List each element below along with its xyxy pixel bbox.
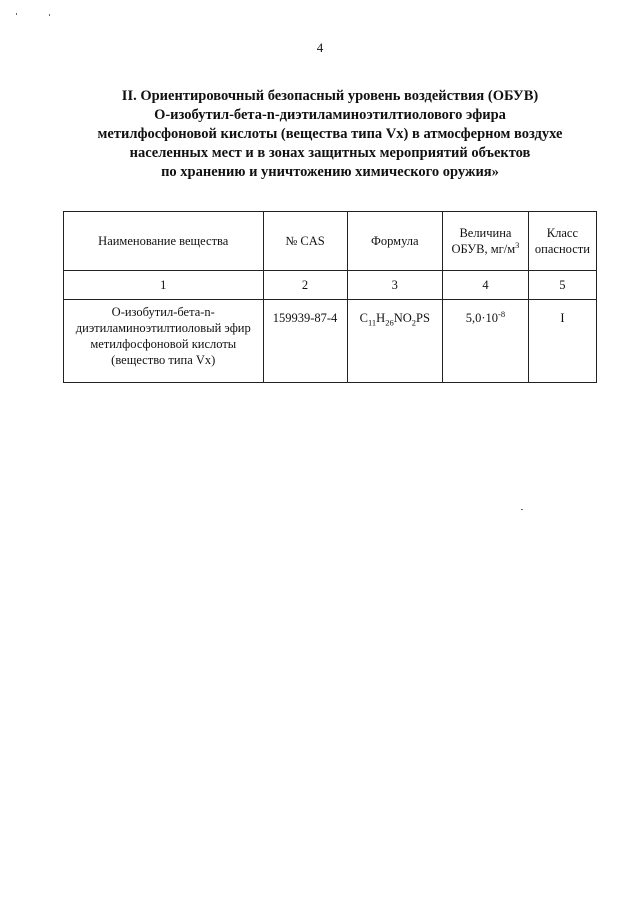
column-number: 5 [528, 271, 596, 300]
header-cas-number: № CAS [263, 212, 347, 271]
formula-part: C [359, 311, 368, 325]
column-number: 2 [263, 271, 347, 300]
header-value-line1: Величина [459, 226, 512, 240]
header-class-line1: Класс [546, 226, 579, 240]
substance-name-line: метилфосфоновой кислоты [90, 337, 237, 351]
substance-name-line: диэтиламиноэтилтиоловый эфир [75, 321, 251, 335]
substance-name-line: О-изобутил-бета-n- [111, 305, 215, 319]
obuv-value-exponent: -8 [498, 308, 506, 319]
table-column-numbers-row [64, 271, 597, 300]
formula-part: NO [393, 311, 412, 325]
cas-number-cell: 159939-87-4 [263, 300, 347, 383]
scan-artifact [521, 509, 523, 510]
heading-line: II. Ориентировочный безопасный уровень воздействия (ОБУВ) [121, 88, 539, 104]
obuv-value-base: 5,0·10 [465, 311, 499, 325]
substance-name-line: (вещество типа Vx) [111, 353, 216, 367]
column-number: 3 [347, 271, 443, 300]
formula-subscript: 26 [385, 317, 394, 328]
column-number: 4 [443, 271, 529, 300]
substance-table [63, 211, 597, 383]
substance-name-cell [64, 300, 264, 383]
formula-cell [347, 300, 443, 383]
formula-subscript: 11 [367, 317, 377, 328]
header-formula: Формула [347, 212, 443, 271]
header-hazard-class [528, 212, 596, 271]
page-number: 4 [316, 40, 324, 55]
heading-line: по хранению и уничтожению химического оружия» [161, 164, 499, 180]
formula-part: PS [416, 311, 430, 325]
header-obuv-value [443, 212, 529, 271]
obuv-value-cell [443, 300, 529, 383]
formula-subscript: 2 [411, 317, 417, 328]
header-value-unit-exponent: 3 [515, 239, 520, 250]
scan-artifact [16, 13, 17, 15]
column-number: 1 [64, 271, 264, 300]
heading-line: метилфосфоновой кислоты (вещества типа Vx) в атмосферном воздухе [97, 126, 563, 142]
table-row [64, 300, 597, 383]
header-class-line2: опасности [534, 242, 590, 256]
scan-artifact [49, 14, 50, 16]
section-heading [60, 87, 600, 182]
table-header-row [64, 212, 597, 271]
heading-line: населенных мест и в зонах защитных мероприятий объектов [129, 145, 531, 161]
header-substance-name: Наименование вещества [64, 212, 264, 271]
hazard-class-cell: I [528, 300, 596, 383]
heading-line: О-изобутил-бета-n-диэтиламиноэтилтиолового эфира [154, 107, 506, 123]
header-value-unit: ОБУВ, мг/м [451, 242, 516, 256]
formula-part: H [376, 311, 386, 325]
